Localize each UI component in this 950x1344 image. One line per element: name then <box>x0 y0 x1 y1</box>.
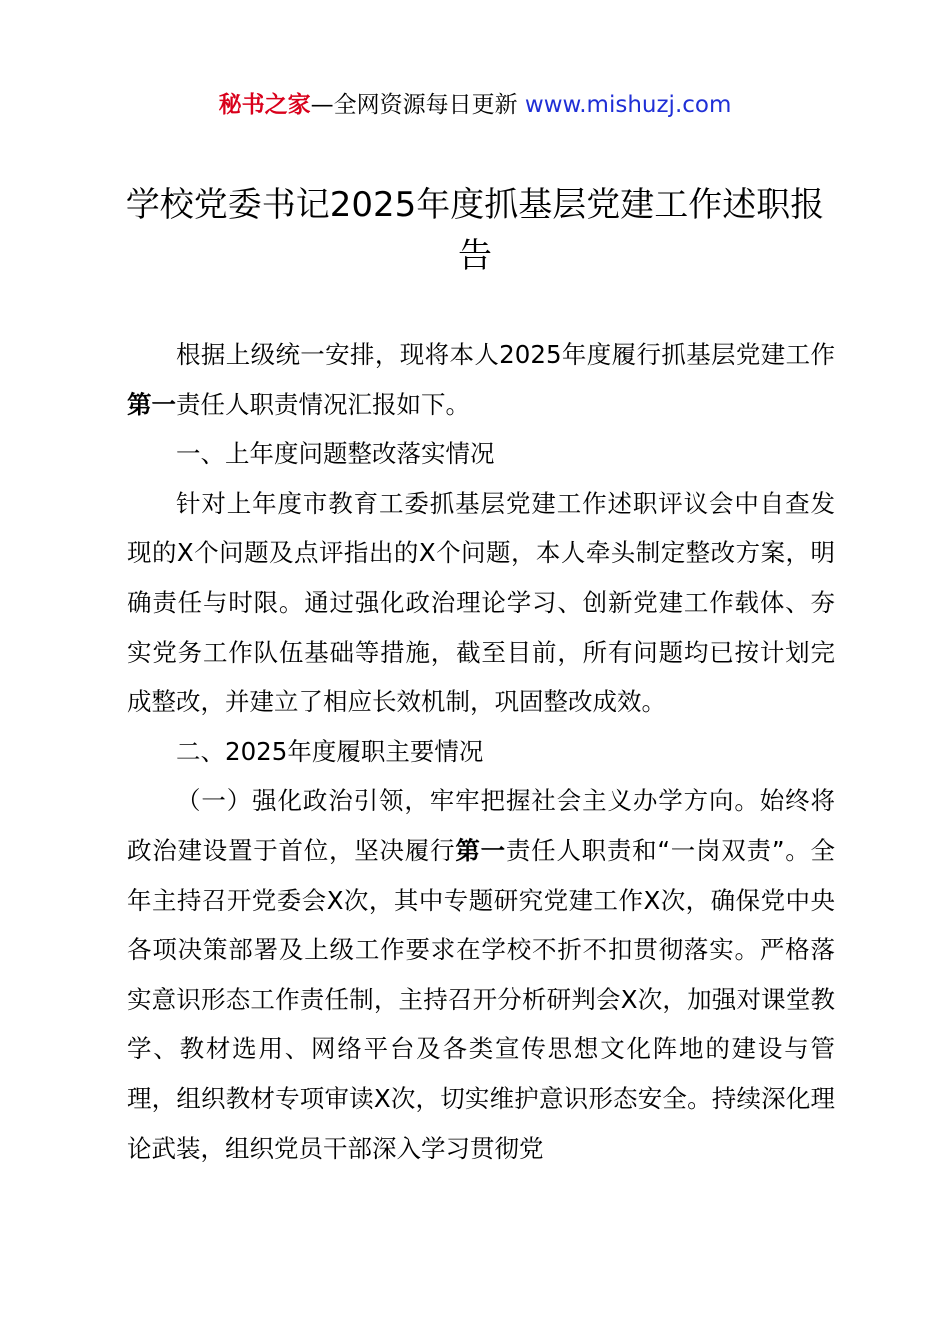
political-bold-text: 第一 <box>455 835 506 865</box>
site-slogan: —全网资源每日更新 <box>310 92 525 118</box>
political-text-end: 责任人职责和“一岗双责”。全年主持召开党委会X次，其中专题研究党建工作X次，确保党中央各项决策部署及上级工作要求在学校不折不扣贯彻落实。严格落实意识形态工作责任制，主持召开分析研判会X次，加强对课堂教学、教材选用、网络平台及各类宣传思想文化阵地的建设与管理，组织教材专项审读X次，切实维护意识形态安全。持续深化理论武装，组织党员干部深入学习贯彻党 <box>127 835 836 1163</box>
site-url-link[interactable]: www.mishuzj.com <box>524 92 732 118</box>
section-heading-1: 一、上年度问题整改落实情况 <box>176 439 495 469</box>
rectification-paragraph: 针对上年度市教育工委抓基层党建工作述职评议会中自查发现的X个问题及点评指出的X个问题，本人牵头制定整改方案，明确责任与时限。通过强化政治理论学习、创新党建工作载体、夯实党务工作队伍基础等措施，截至目前，所有问题均已按计划完成整改，并建立了相应长效机制，巩固整改成效。 <box>127 488 835 717</box>
document-title: 学校党委书记2025年度抓基层党建工作述职报告 <box>125 185 825 276</box>
political-leadership-paragraph <box>127 776 835 1173</box>
political-text-start: （一）强化政治引领，牢牢把握社会主义办学方向。始终将政治建设置于首位，坚决履行 <box>127 786 835 865</box>
site-header <box>0 88 950 122</box>
site-brand: 秘书之家 <box>218 92 311 118</box>
intro-text-start: 根据上级统一安排，现将本人2025年度履行抓基层党建工作 <box>176 340 835 369</box>
section-heading-2: 二、2025年度履职主要情况 <box>176 736 484 766</box>
intro-bold-text: 第一 <box>127 389 176 419</box>
document-body <box>127 330 835 1173</box>
intro-paragraph <box>127 330 835 429</box>
intro-text-end: 责任人职责情况汇报如下。 <box>176 389 470 419</box>
